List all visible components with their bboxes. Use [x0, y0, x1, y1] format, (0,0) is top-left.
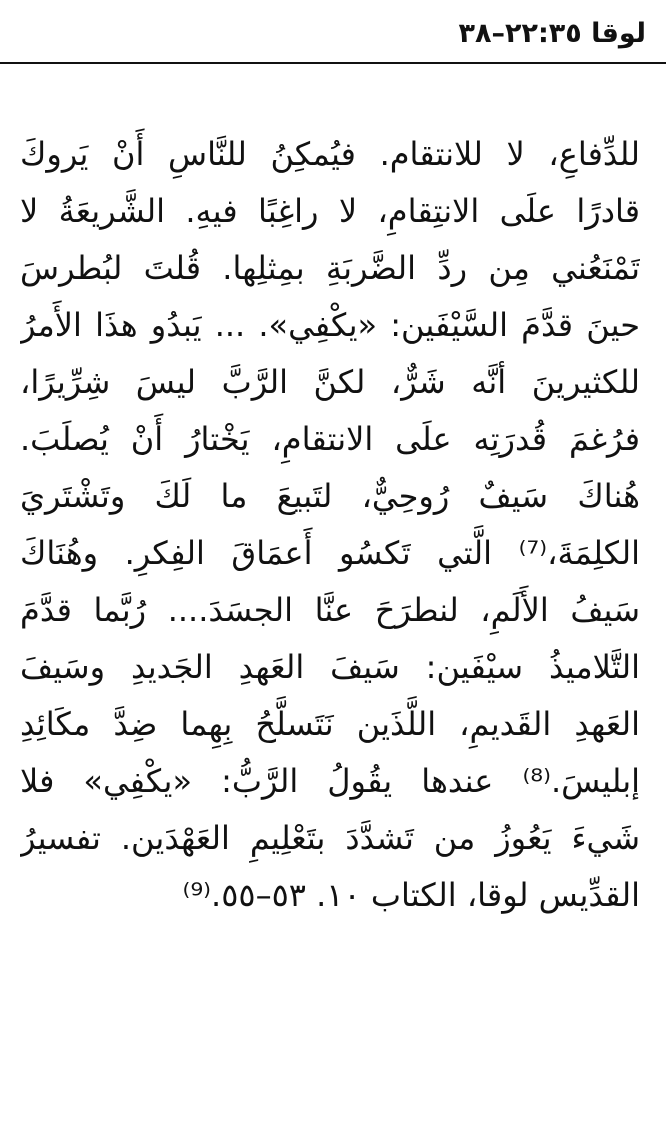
- text-line: سَيفُ الأَلَمِ، لنطرَحَ عنَّا الجسَدَ.... رُبَّما قدَّمَ: [20, 591, 640, 629]
- text-line: الكلِمَةَ،⁽⁷⁾ الَّتي تَكسُو أَعمَاقَ الفِكرِ. وهُنَاكَ: [20, 534, 640, 572]
- text-line: هُناكَ سَيفٌ رُوحِيٌّ، لتَبيعَ ما لَكَ وتَشْتَريَ: [20, 477, 640, 515]
- page-header: [0, 14, 666, 54]
- text-line: العَهدِ القَديمِ، اللَّذَين نَتَسلَّحُ بِهِما ضِدَّ مكَائِدِ: [20, 705, 640, 743]
- text-line: للدِّفاعِ، لا للانتقام. فيُمكِنُ للنَّاسِ أَنْ يَروكَ: [20, 135, 640, 173]
- text-line: التَّلاميذُ سيْفَين: سَيفَ العَهدِ الجَديدِ وسَيفَ: [20, 648, 640, 686]
- chapter-reference: لوقا ٢٢:٣٥–٣٨: [458, 18, 646, 49]
- text-line: تَمْنَعُني مِن ردِّ الضَّربَةِ بمِثلِها. قُلتَ لبُطرسَ: [20, 249, 640, 287]
- text-line: إبليسَ.⁽⁸⁾ عندها يقُولُ الرَّبُّ: «يكْفِي» فلا: [20, 762, 640, 800]
- text-line: قادرًا علَى الانتِقامِ، لا راغِبًا فيهِ. الشَّريعَةُ لا: [20, 192, 640, 230]
- text-line: شَيءَ يَعُوزُ من تَشدَّدَ بتَعْلِيمِ العَهْدَين. تفسيرُ: [20, 819, 640, 857]
- body-text: [20, 126, 640, 924]
- header-divider: [0, 62, 666, 64]
- text-line: للكثيرينَ أنَّه شَرٌّ، لكنَّ الرَّبَّ ليسَ شِرِّيرًا،: [20, 363, 640, 401]
- text-line: فرُغمَ قُدرَتِه علَى الانتقامِ، يَخْتارُ أَنْ يُصلَبَ.: [20, 420, 640, 458]
- text-line-citation: القدِّيس لوقا، الكتاب ١٠. ٥٣–٥٥.⁽⁹⁾: [182, 876, 640, 914]
- text-line: حينَ قدَّمَ السَّيْفَين: «يكْفِي». ... يَبدُو هذَا الأَمرُ: [20, 306, 640, 344]
